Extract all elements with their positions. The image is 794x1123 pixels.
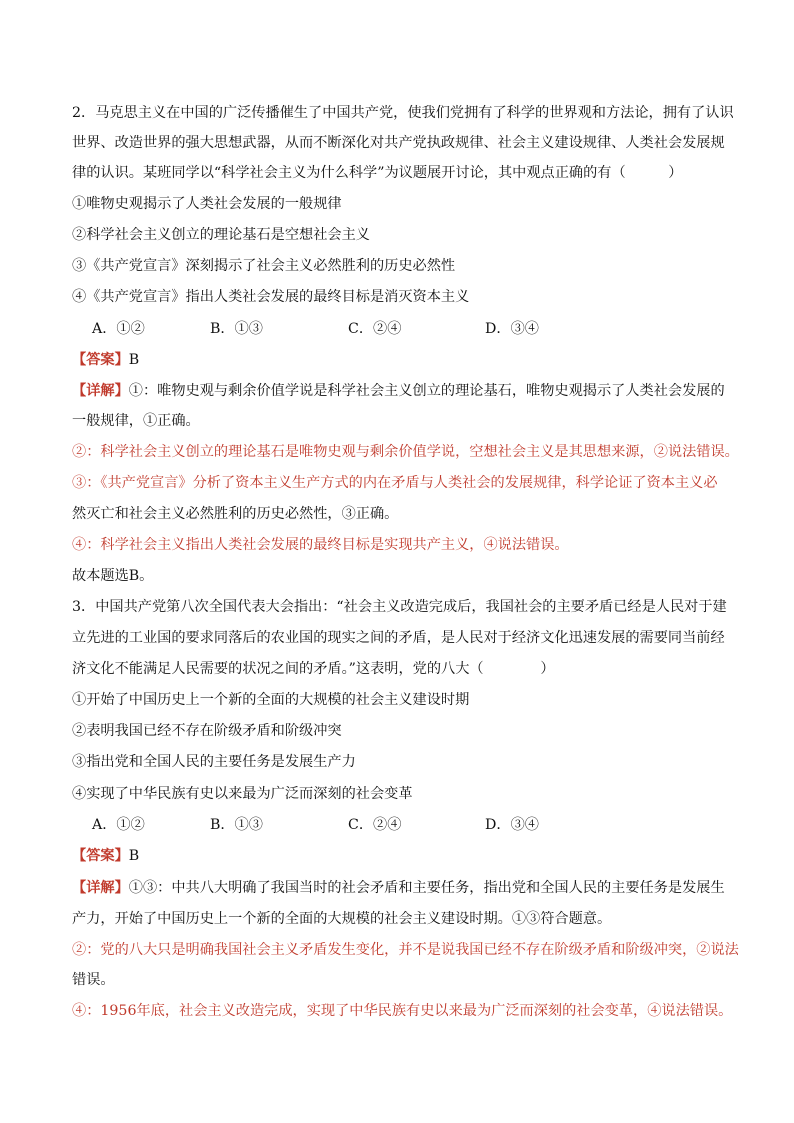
q3-option-d: D．③④: [485, 817, 539, 833]
q2-detail-2: ②：科学社会主义创立的理论基石是唯物史观与剩余价值学说，空想社会主义是其思想来源，②说法错误。: [72, 444, 739, 460]
q2-item-3: ③《共产党宣言》深刻揭示了社会主义必然胜利的历史必然性: [72, 258, 456, 274]
q3-answer-value: B: [128, 848, 140, 864]
q3-option-b: B．①③: [210, 817, 263, 833]
q2-answer-value: B: [128, 352, 140, 368]
q3-detail-2a-red: ②说法: [696, 942, 739, 958]
q2-detail-tag: 【详解】: [72, 383, 129, 399]
q2-stem-line-1: 2．马克思主义在中国的广泛传播催生了中国共产党，使我们党拥有了科学的世界观和方法论，拥有了认识: [72, 105, 734, 121]
q2-item-4: ④《共产党宣言》指出人类社会发展的最终目标是消灭资本主义: [72, 289, 470, 305]
q2-detail-3b: 然灭亡和社会主义必然胜利的历史必然性，③正确。: [72, 506, 399, 522]
q2-option-a: A．①②: [92, 321, 145, 337]
q2-detail-1b: 一般规律，①正确。: [72, 413, 200, 429]
q3-detail-1a-text: ①③：中共八大明确了我国当时的社会矛盾和主要任务，指出党和全国人民的主要任务是发展生: [128, 880, 725, 896]
q3-stem-line-1: 3．中国共产党第八次全国代表大会指出：“社会主义改造完成后，我国社会的主要矛盾已经是人民对于建: [72, 599, 727, 615]
q3-stem-line-2: 立先进的工业国的要求同落后的农业国的现实之间的矛盾，是人民对于经济文化迅速发展的需要同当前经: [72, 630, 725, 646]
q3-item-1: ①开始了中国历史上一个新的全面的大规模的社会主义建设时期: [72, 692, 470, 708]
q3-detail-2b: 错误。: [72, 972, 115, 988]
q2-option-d: D．③④: [485, 321, 539, 337]
q3-option-c: C．②④: [348, 817, 402, 833]
q3-item-2: ②表明我国已经不存在阶级矛盾和阶级冲突: [72, 723, 342, 739]
q2-answer: [72, 350, 732, 370]
q3-detail-1a: [72, 878, 732, 898]
q3-detail-2a: [72, 940, 739, 960]
q3-detail-1b: 产力，开始了中国历史上一个新的全面的大规模的社会主义建设时期。①③符合题意。: [72, 911, 612, 927]
q3-item-3: ③指出党和全国人民的主要任务是发展生产力: [72, 754, 356, 770]
q2-answer-tag: 【答案】: [72, 352, 129, 368]
q2-item-1: ①唯物史观揭示了人类社会发展的一般规律: [72, 196, 342, 212]
q2-option-b: B．①③: [210, 321, 263, 337]
q3-item-4: ④实现了中华民族有史以来最为广泛而深刻的社会变革: [72, 786, 413, 802]
q3-detail-2a-text: ②：党的八大只是明确我国社会主义矛盾发生变化，并不是说我国已经不存在阶级矛盾和阶级冲突，: [72, 942, 697, 958]
q3-detail-4-text: ④：1956年底，社会主义改造完成，实现了中华民族有史以来最为广泛而深刻的社会变革，④说法错误。: [72, 1003, 733, 1019]
q3-option-a: A．①②: [92, 817, 145, 833]
q2-detail-1a: [72, 381, 732, 401]
q3-stem-line-3: 济文化不能满足人民需要的状况之间的矛盾。”这表明，党的八大（ ）: [72, 661, 555, 677]
q2-detail-1a-text: ①：唯物史观与剩余价值学说是科学社会主义创立的理论基石，唯物史观揭示了人类社会发展的: [128, 383, 725, 399]
q2-stem-line-3: 律的认识。某班同学以“科学社会主义为什么科学”为议题展开讨论，其中观点正确的有（ ）: [72, 165, 683, 181]
q2-item-2: ②科学社会主义创立的理论基石是空想社会主义: [72, 227, 370, 243]
q2-detail-3a: ③：《共产党宣言》分析了资本主义生产方式的内在矛盾与人类社会的发展规律，科学论证了资本主义必: [72, 475, 718, 491]
q3-detail-tag: 【详解】: [72, 880, 129, 896]
q3-answer-tag: 【答案】: [72, 848, 129, 864]
q3-detail-4: [72, 1001, 732, 1021]
q2-stem-line-2: 世界、改造世界的强大思想武器，从而不断深化对共产党执政规律、社会主义建设规律、人类社会发展规: [72, 135, 725, 151]
q2-option-c: C．②④: [348, 321, 402, 337]
q2-detail-4: ④：科学社会主义指出人类社会发展的最终目标是实现共产主义，④说法错误。: [72, 537, 569, 553]
q3-answer: [72, 846, 732, 866]
q2-conclusion: 故本题选B。: [72, 568, 154, 584]
